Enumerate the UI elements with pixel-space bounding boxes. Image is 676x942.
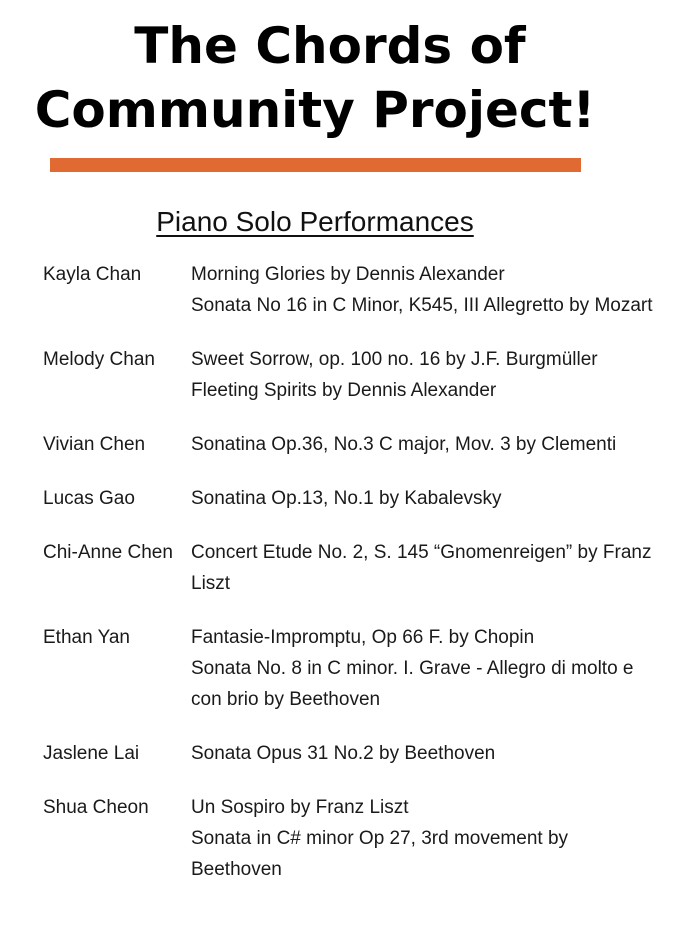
piece-list <box>191 792 658 885</box>
performer-row <box>43 429 658 460</box>
performer-row <box>43 344 658 406</box>
piece-list <box>191 738 658 769</box>
page-title <box>0 14 620 142</box>
piece-title: Sonata Opus 31 No.2 by Beethoven <box>191 743 496 764</box>
title-line-1: The Chords of <box>134 17 526 75</box>
performer-row <box>43 792 658 885</box>
performer-name: Shua Cheon <box>43 797 149 818</box>
piece-list <box>191 622 658 715</box>
piece-title: Sweet Sorrow, op. 100 no. 16 by J.F. Burgmüller <box>191 349 598 370</box>
piece-list <box>191 344 658 406</box>
performer-name: Jaslene Lai <box>43 743 140 764</box>
piece-list <box>191 537 658 599</box>
piece-title: Un Sospiro by Franz Liszt <box>191 797 409 818</box>
performer-name: Melody Chan <box>43 349 155 370</box>
piece-title: Sonata in C# minor Op 27, 3rd movement by Beethoven <box>191 828 569 880</box>
section-heading: Piano Solo Performances <box>156 206 474 237</box>
performer-name: Vivian Chen <box>43 434 146 455</box>
performer-list <box>43 259 658 908</box>
performer-row <box>43 259 658 321</box>
piece-title: Morning Glories by Dennis Alexander <box>191 264 505 285</box>
title-line-2: Community Project! <box>34 81 596 139</box>
piece-list <box>191 429 658 460</box>
piece-title: Sonata No 16 in C Minor, K545, III Allegretto by Mozart <box>191 295 653 316</box>
piece-title: Sonatina Op.36, No.3 C major, Mov. 3 by Clementi <box>191 434 617 455</box>
performer-name: Lucas Gao <box>43 488 135 509</box>
performer-name: Ethan Yan <box>43 627 130 648</box>
performer-name: Chi-Anne Chen <box>43 542 173 563</box>
performer-row <box>43 738 658 769</box>
piece-title: Concert Etude No. 2, S. 145 “Gnomenreigen” by Franz Liszt <box>191 542 652 594</box>
performer-row <box>43 622 658 715</box>
performer-name: Kayla Chan <box>43 264 142 285</box>
piece-list <box>191 483 658 514</box>
piece-title: Fantasie-Impromptu, Op 66 F. by Chopin <box>191 627 535 648</box>
piece-title: Sonata No. 8 in C minor. I. Grave - Allegro di molto e con brio by Beethoven <box>191 658 634 710</box>
piece-title: Sonatina Op.13, No.1 by Kabalevsky <box>191 488 502 509</box>
piece-title: Fleeting Spirits by Dennis Alexander <box>191 380 497 401</box>
piece-list <box>191 259 658 321</box>
performer-row <box>43 537 658 599</box>
title-divider <box>50 158 581 172</box>
performer-row <box>43 483 658 514</box>
